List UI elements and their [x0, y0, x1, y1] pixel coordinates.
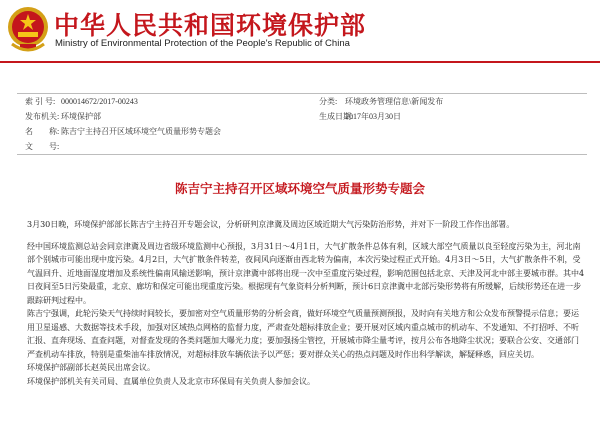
- article-body: [27, 218, 585, 388]
- article-paragraph: 环境保护部副部长赵英民出席会议。: [27, 363, 155, 372]
- article-paragraph: 经中国环境监测总站会同京津冀及周边省级环境监测中心预报，3月31日～4月1日，大气扩散条件总体有利，区域大部空气质量以良至轻度污染为主，河北南部个别城市可能出现中度污染。4月2日，大气扩散条件转差，夜间风向逐渐由西北转为偏南，本次污染过程正式开始。4月3日～5日，大气扩散条件不利，受气温回升、近地面湿度增加及系统性偏南风输送影响，预计京津冀中部将出现一次中至重度污染过程，影响范围包括北京、天津及河北中部主要城市群。其中4日夜间至5日污染最重，北京、廊坊和保定可能出现重度污染。根据现有气象资料分析判断，预计6日京津冀中北部污染形势将有所缓解，后续形势还在进一步跟踪研判过程中。: [27, 241, 585, 305]
- index-value: 000014672/2017-00243: [61, 97, 138, 106]
- meta-row: [17, 94, 587, 109]
- header-divider: [0, 61, 600, 63]
- category-label: 分类:: [319, 97, 338, 106]
- index-label: 索 引 号:: [25, 97, 56, 106]
- category-value: 环境政务管理信息\新闻发布: [345, 97, 444, 106]
- meta-row: [17, 124, 587, 139]
- meta-row: [17, 139, 587, 154]
- date-label: 生成日期:: [319, 112, 354, 121]
- article-title: 陈吉宁主持召开区域环境空气质量形势专题会: [174, 181, 425, 196]
- article-paragraph: 3月30日晚，环境保护部部长陈吉宁主持召开专题会议，分析研判京津冀及周边区域近期大气污染防治形势，并对下一阶段工作作出部署。: [27, 220, 515, 229]
- national-emblem-icon: [6, 4, 50, 54]
- document-metadata: [17, 93, 587, 155]
- publisher-label: 发布机关:: [25, 112, 60, 121]
- publisher-value: 环境保护部: [61, 112, 101, 121]
- date-value: 2017年03月30日: [345, 112, 401, 121]
- article-paragraph: 环境保护部机关有关司局、直属单位负责人及北京市环保局有关负责人参加会议。: [27, 376, 315, 386]
- docno-label: 文 号:: [25, 142, 60, 151]
- name-value: 陈吉宁主持召开区域环境空气质量形势专题会: [61, 127, 221, 136]
- name-label: 名 称:: [25, 127, 60, 136]
- meta-row: [17, 109, 587, 124]
- site-header: [0, 0, 600, 62]
- ministry-title-cn: 中华人民共和国环境保护部: [54, 11, 367, 40]
- ministry-title-en: Ministry of Environmental Protection of the People's Republic of China: [55, 38, 350, 49]
- article-paragraph: 陈吉宁强调，此轮污染天气持续时间较长，要加密对空气质量形势的分析会商，做好环境空气质量预测预报，及时向有关地方和公众发布预警提示信息；要运用卫星遥感、大数据等技术手段，加强对区域热点网格的监督力度，严肃查处超标排放企业；要开展对区域内重点城市的机动车、不发通知、不打招呼、不听汇报、直奔现场、直查问题，对督查发现的各类问题加大曝光力度；要加强扬尘管控，开展城市降尘量考评，按月公布各地降尘状况；要联合公安、交通部门严查机动车排放，特别是重柴油车排放情况，对超标排放车辆依法予以严惩；要对群众关心的热点问题及时作出科学解读，解疑释惑，回应关切。: [27, 309, 579, 359]
